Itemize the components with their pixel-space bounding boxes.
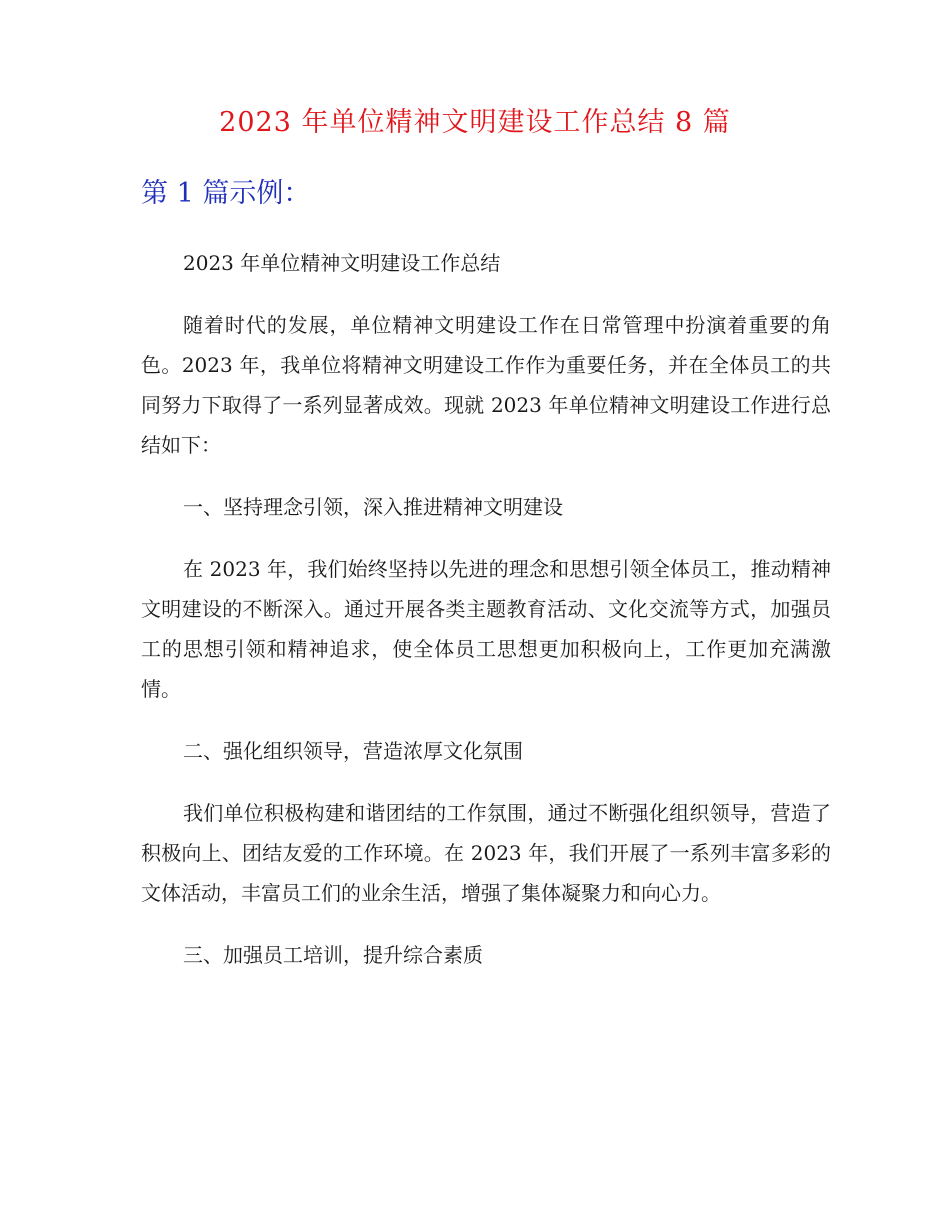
section-one-heading: 一、坚持理念引领，深入推进精神文明建设 <box>183 495 563 519</box>
section-two-paragraph: 我们单位积极构建和谐团结的工作氛围，通过不断强化组织领导，营造了积极向上、团结友爱的工作环境。在 2023 年，我们开展了一系列丰富多彩的文体活动，丰富员工们的业余生活，增强了集体凝聚力和向心力。 <box>141 801 831 905</box>
section-heading: 第 1 篇示例： <box>141 178 311 209</box>
subtitle-paragraph: 2023 年单位精神文明建设工作总结 <box>183 251 501 275</box>
document-title: 2023 年单位精神文明建设工作总结 8 篇 <box>219 107 731 138</box>
section-three-heading: 三、加强员工培训，提升综合素质 <box>183 943 483 967</box>
intro-paragraph: 随着时代的发展，单位精神文明建设工作在日常管理中扮演着重要的角色。2023 年，我单位将精神文明建设工作作为重要任务，并在全体员工的共同努力下取得了一系列显著成效。现就 2023 年单位精神文明建设工作进行总结如下： <box>141 313 831 457</box>
section-one-paragraph: 在 2023 年，我们始终坚持以先进的理念和思想引领全体员工，推动精神文明建设的不断深入。通过开展各类主题教育活动、文化交流等方式，加强员工的思想引领和精神追求，使全体员工思想更加积极向上，工作更加充满激情。 <box>141 557 831 701</box>
document-body <box>141 243 831 997</box>
section-two-heading: 二、强化组织领导，营造浓厚文化氛围 <box>183 739 523 763</box>
